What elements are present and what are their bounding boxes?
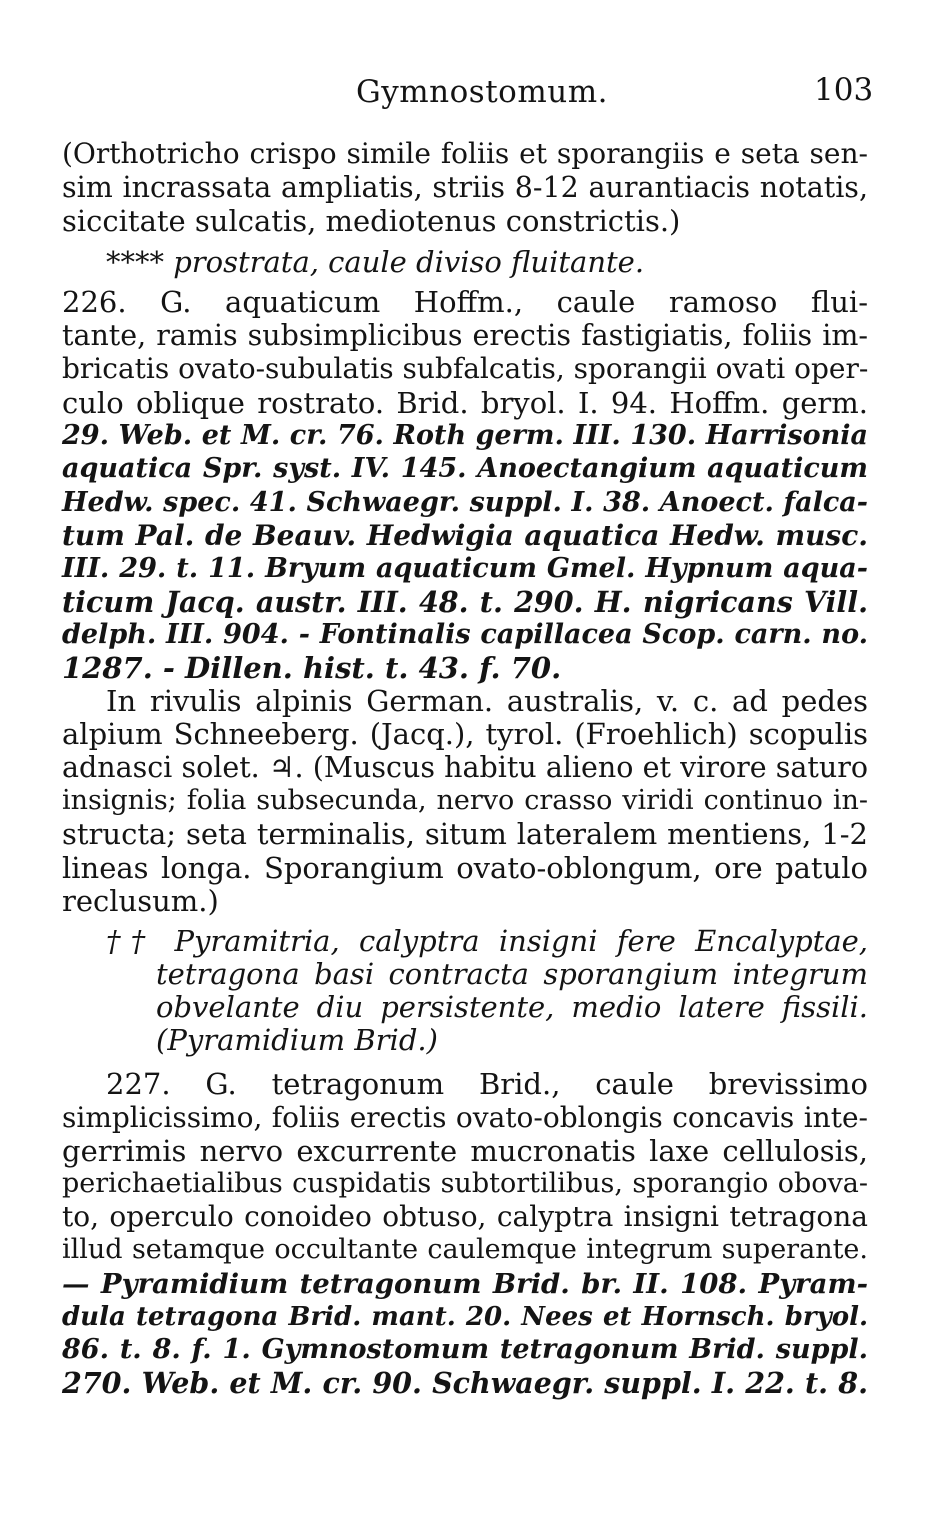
citation-line: Hedw. spec. 41. Schwaegr. suppl. I. 38. Anoect. falca- [62, 487, 868, 518]
text-line: reclusum.) [62, 884, 219, 918]
citation-line: III. 29. t. 11. Bryum aquaticum Gmel. Hypnum aqua- [62, 553, 868, 584]
subgenus-text: obvelante diu persistente, medio latere fissili. [156, 990, 868, 1024]
citation-line: tum Pal. de Beauv. Hedwigia aquatica Hedw. musc. [62, 519, 868, 552]
text-line: bricatis ovato-subulatis subfalcatis, sporangii ovati oper- [62, 352, 869, 385]
citation-line: 1287. - Dillen. hist. t. 43. f. 70. [62, 651, 562, 685]
species-heading: 227. G. tetragonum Brid., caule brevissimo [106, 1067, 868, 1101]
text-line: perichaetialibus cuspidatis subtortilibus, sporangio obova- [62, 1168, 868, 1199]
citation-line: delph. III. 904. - Fontinalis capillacea Scop. carn. no. [62, 619, 868, 650]
citation-line: — Pyramidium tetragonum Brid. br. II. 108. Pyram- [62, 1268, 868, 1300]
section-heading: **** prostrata, caule diviso fluitante. [106, 245, 645, 279]
text-line: insignis; folia subsecunda, nervo crasso viridi continuo in- [62, 785, 868, 816]
subgenus-text: tetragona basi contracta sporangium integrum [156, 957, 868, 991]
running-title: Gymnostomum. [356, 74, 608, 110]
text-line: lineas longa. Sporangium ovato-oblongum, ore patulo [62, 851, 868, 885]
subgenus-text: (Pyramidium Brid.) [156, 1023, 438, 1057]
text-line: simplicissimo, foliis erectis ovato-oblongis concavis inte- [62, 1101, 868, 1134]
species-heading: 226. G. aquaticum Hoffm., caule ramoso flui- [62, 285, 868, 319]
text-line: tante, ramis subsimplicibus erectis fastigiatis, foliis im- [62, 319, 868, 352]
page-number: 103 [814, 72, 874, 108]
text-line: siccitate sulcatis, mediotenus constrictis.) [62, 204, 681, 238]
citation-line: aquatica Spr. syst. IV. 145. Anoectangium aquaticum [62, 453, 868, 484]
text-line: to, operculo conoideo obtuso, calyptra insigni tetragona [62, 1200, 868, 1233]
habitat-line: In rivulis alpinis German. australis, v. c. ad pedes [106, 684, 868, 718]
text-line: illud setamque occultante caulemque integrum superante. [62, 1234, 868, 1265]
text-line: (Orthotricho crispo simile foliis et sporangiis e seta sen- [62, 137, 868, 170]
text-line: gerrimis nervo excurrente mucronatis laxe cellulosis, [62, 1134, 868, 1168]
text-line: culo oblique rostrato. Brid. bryol. I. 94. Hoffm. germ. [62, 386, 868, 420]
text-line: structa; seta terminalis, situm lateralem mentiens, 1-2 [62, 817, 868, 851]
citation-line: 270. Web. et M. cr. 90. Schwaegr. suppl. I. 22. t. 8. [62, 1366, 868, 1400]
text-line: alpium Schneeberg. (Jacq.), tyrol. (Froehlich) scopulis [62, 717, 868, 751]
citation-line: dula tetragona Brid. mant. 20. Nees et Hornsch. bryol. [62, 1302, 868, 1332]
text-line: adnasci solet. ♃. (Muscus habitu alieno et virore saturo [62, 751, 868, 784]
citation-line: 29. Web. et M. cr. 76. Roth germ. III. 130. Harrisonia [62, 420, 868, 451]
subgenus-heading: †† Pyramitria, calyptra insigni fere Encalyptae, [106, 924, 868, 958]
text-line: sim incrassata ampliatis, striis 8-12 aurantiacis notatis, [62, 171, 868, 204]
citation-line: ticum Jacq. austr. III. 48. t. 290. H. nigricans Vill. [62, 585, 868, 619]
citation-line: 86. t. 8. f. 1. Gymnostomum tetragonum Brid. suppl. [62, 1334, 868, 1365]
